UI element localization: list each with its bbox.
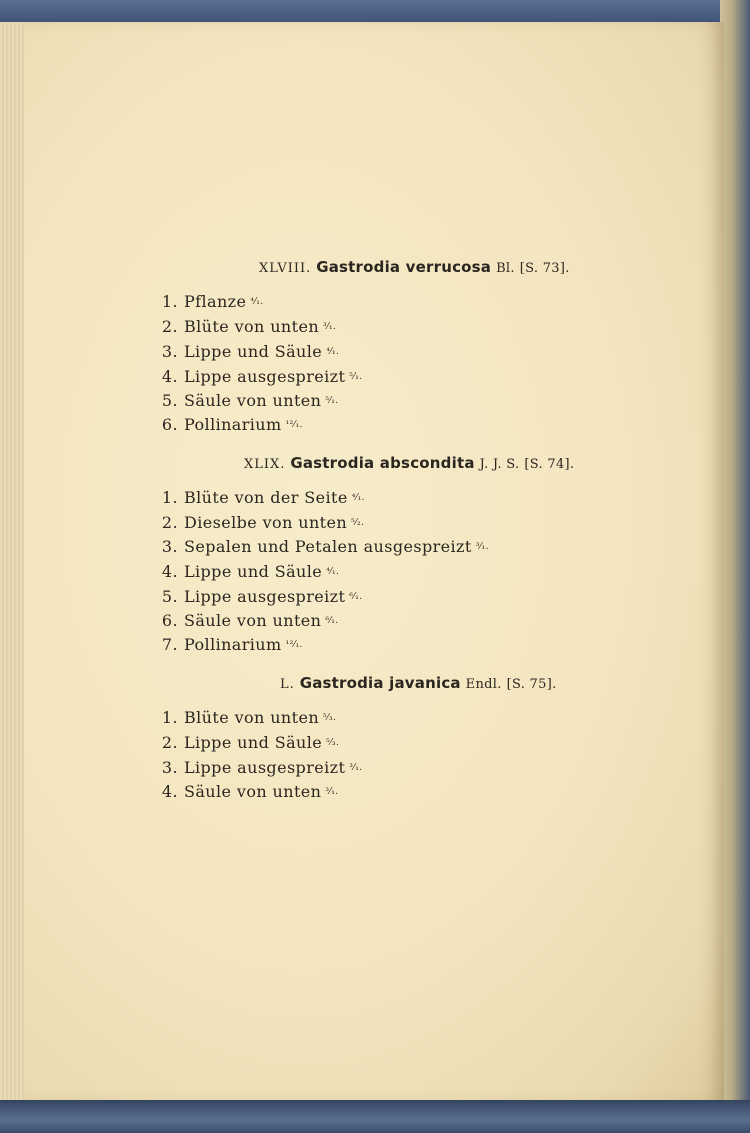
item-number: 4.	[161, 562, 178, 581]
item-text: Lippe ausgespreizt	[184, 367, 346, 386]
book-cover-right	[720, 0, 750, 1133]
item-scale: ³⁄₁.	[325, 787, 339, 797]
list-item	[158, 487, 365, 509]
item-number: 5.	[161, 587, 178, 606]
item-number: 1.	[161, 708, 178, 727]
item-number: 6.	[161, 611, 178, 630]
item-number: 3.	[161, 342, 178, 361]
item-number: 1.	[161, 292, 178, 311]
item-number: 5.	[161, 391, 178, 410]
book-page	[24, 22, 724, 1102]
item-scale: ⁶⁄₁.	[325, 616, 339, 626]
item-text: Blüte von der Seite	[184, 488, 348, 507]
list-item	[158, 414, 303, 436]
item-scale: ⁴⁄₁.	[250, 297, 264, 307]
item-scale: ⁴⁄₁.	[351, 493, 365, 503]
section-number: XLIX.	[244, 457, 286, 472]
list-item	[158, 732, 339, 754]
plate-legend	[24, 22, 724, 1102]
item-number: 3.	[161, 758, 178, 777]
item-scale: ¹²⁄₁.	[285, 640, 303, 650]
item-scale: ⁶⁄₁.	[349, 592, 363, 602]
page-reference: [S. 73].	[519, 261, 570, 276]
species-author: Bl.	[496, 261, 515, 276]
species-author: J. J. S.	[479, 457, 520, 472]
species-name: Gastrodia javanica	[299, 674, 461, 692]
list-item	[158, 291, 264, 313]
item-text: Säule von unten	[184, 782, 322, 801]
list-item	[158, 366, 362, 388]
item-scale: ¹²⁄₁.	[285, 420, 303, 430]
item-number: 2.	[161, 317, 178, 336]
item-scale: ⁵⁄₂.	[351, 518, 365, 528]
item-text: Lippe und Säule	[184, 562, 323, 581]
species-name: Gastrodia verrucosa	[316, 258, 492, 276]
list-item	[158, 536, 489, 558]
section-number: XLVIII.	[259, 261, 312, 276]
item-text: Pflanze	[184, 292, 247, 311]
item-number: 2.	[161, 513, 178, 532]
item-text: Säule von unten	[184, 611, 322, 630]
item-text: Lippe ausgespreizt	[184, 758, 346, 777]
item-scale: ⁴⁄₁.	[326, 347, 340, 357]
page-reference: [S. 75].	[506, 677, 557, 692]
item-number: 6.	[161, 415, 178, 434]
section-heading-xlix	[244, 454, 574, 472]
item-text: Lippe und Säule	[184, 733, 323, 752]
section-heading-l	[280, 674, 557, 692]
item-number: 4.	[161, 367, 178, 386]
item-scale: ⁵⁄₁.	[325, 396, 339, 406]
list-item	[158, 610, 339, 632]
item-scale: ⁴⁄₁.	[326, 567, 340, 577]
item-scale: ³⁄₁.	[349, 763, 363, 773]
section-number: L.	[280, 677, 295, 692]
item-text: Lippe ausgespreizt	[184, 587, 346, 606]
list-item	[158, 634, 303, 656]
book-cover-top	[0, 0, 750, 24]
item-scale: ⁵⁄₁.	[349, 372, 363, 382]
list-item	[158, 341, 339, 363]
species-author: Endl.	[465, 677, 502, 692]
item-scale: ³⁄₁.	[323, 322, 337, 332]
page-reference: [S. 74].	[524, 457, 575, 472]
page-edges	[0, 22, 26, 1104]
list-item	[158, 757, 362, 779]
item-text: Sepalen und Petalen ausgespreizt	[184, 537, 472, 556]
list-item	[158, 586, 362, 608]
item-text: Pollinarium	[184, 635, 282, 654]
item-text: Pollinarium	[184, 415, 282, 434]
item-scale: ⁵⁄₃.	[323, 713, 337, 723]
item-text: Blüte von unten	[184, 708, 320, 727]
item-scale: ⁵⁄₃.	[326, 738, 340, 748]
list-item	[158, 390, 339, 412]
list-item	[158, 707, 336, 729]
item-number: 4.	[161, 782, 178, 801]
item-number: 2.	[161, 733, 178, 752]
item-text: Lippe und Säule	[184, 342, 323, 361]
item-text: Blüte von unten	[184, 317, 320, 336]
item-text: Säule von unten	[184, 391, 322, 410]
list-item	[158, 512, 364, 534]
list-item	[158, 781, 339, 803]
item-number: 3.	[161, 537, 178, 556]
item-scale: ³⁄₁.	[475, 542, 489, 552]
list-item	[158, 561, 339, 583]
item-number: 1.	[161, 488, 178, 507]
section-heading-xlviii	[259, 258, 570, 276]
item-text: Dieselbe von unten	[184, 513, 348, 532]
species-name: Gastrodia abscondita	[290, 454, 475, 472]
item-number: 7.	[161, 635, 178, 654]
list-item	[158, 316, 336, 338]
book-cover-bottom	[0, 1100, 750, 1133]
